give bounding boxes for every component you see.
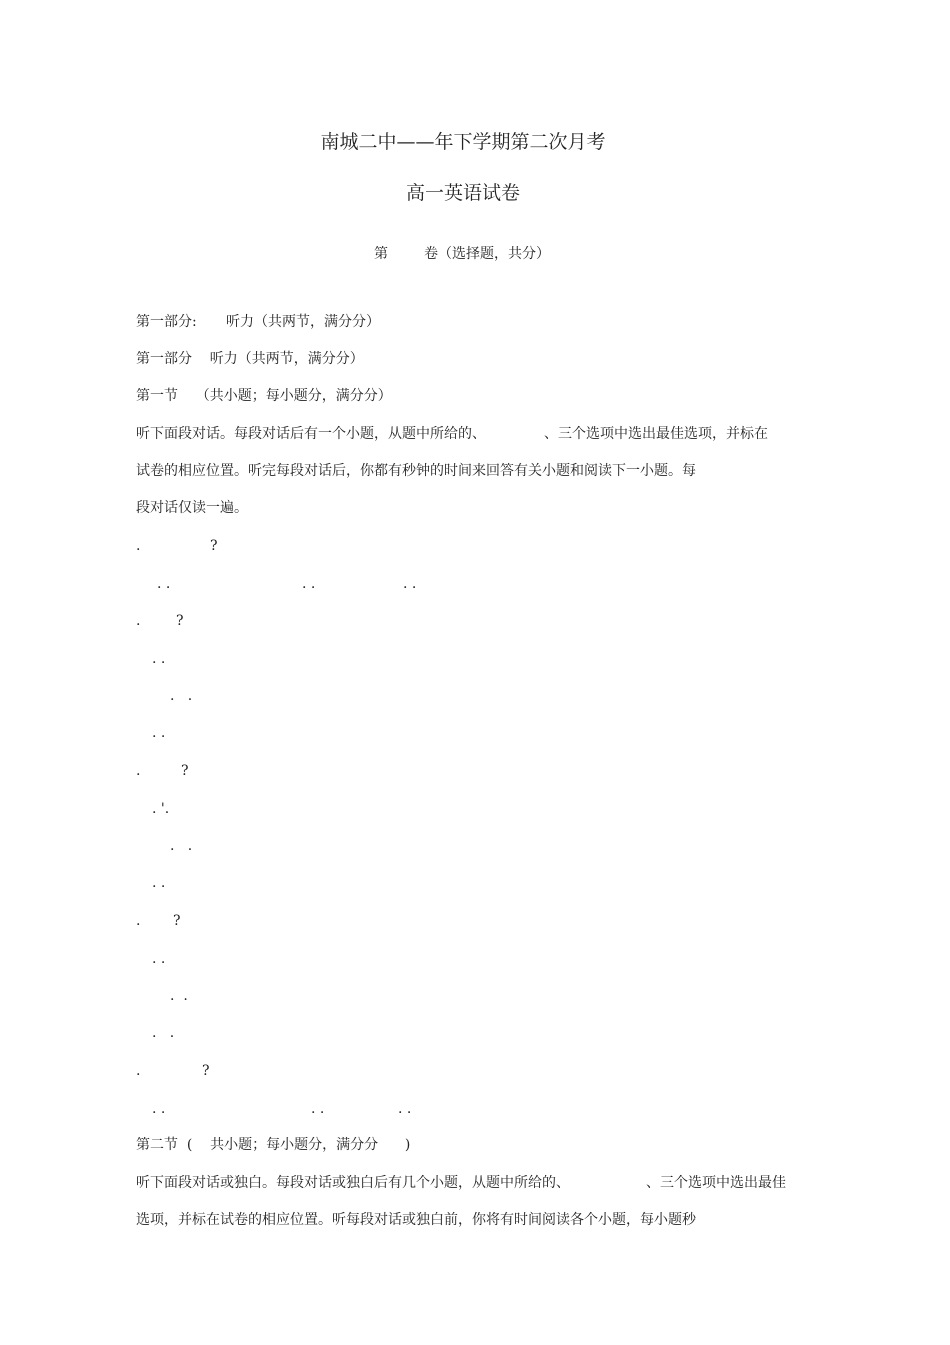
q1-number: . xyxy=(136,538,141,554)
q1-option-a: . . xyxy=(157,576,171,592)
q1-question-mark: ? xyxy=(210,538,218,554)
part1-heading-b: 第一部分 听力（共两节，满分分） xyxy=(136,351,364,367)
q5-option-b: . . xyxy=(311,1101,325,1117)
q2-option-b: . . xyxy=(170,688,193,704)
q4-option-b: . . xyxy=(170,988,188,1004)
q3-option-b: . . xyxy=(170,838,193,854)
section2-instruction-1b: 、三个选项中选出最佳 xyxy=(646,1175,786,1191)
section1-instruction-1a: 听下面段对话。每段对话后有一个小题，从题中所给的、 xyxy=(136,426,486,442)
volume-label-right: 卷（选择题，共分） xyxy=(424,246,550,262)
q5-number: . xyxy=(136,1063,141,1079)
q1-option-c: . . xyxy=(403,576,417,592)
part1-heading-a-right: 听力（共两节，满分分） xyxy=(226,314,380,330)
volume-label-left: 第 xyxy=(374,246,388,262)
q2-number: . xyxy=(136,613,141,629)
q4-number: . xyxy=(136,913,141,929)
section2-instruction-1a: 听下面段对话或独白。每段对话或独白后有几个小题，从题中所给的、 xyxy=(136,1175,570,1191)
q4-question-mark: ? xyxy=(173,913,181,929)
q2-question-mark: ? xyxy=(176,613,184,629)
q4-option-c: . . xyxy=(152,1025,175,1041)
exam-title: 南城二中——年下学期第二次月考 xyxy=(320,131,606,153)
q3-option-c: . . xyxy=(152,875,166,891)
section2-heading: 第二节 ( 共小题；每小题分，满分分 ) xyxy=(136,1137,411,1153)
q3-option-a: . '. xyxy=(152,801,170,817)
exam-subtitle: 高一英语试卷 xyxy=(405,182,520,204)
section2-instruction-2: 选项，并标在试卷的相应位置。听每段对话或独白前，你将有时间阅读各个小题，每小题秒 xyxy=(136,1212,696,1228)
section1-instruction-3: 段对话仅读一遍。 xyxy=(136,500,248,516)
q3-number: . xyxy=(136,763,141,779)
q5-option-c: . . xyxy=(398,1101,412,1117)
q5-option-a: . . xyxy=(152,1101,166,1117)
section1-instruction-2: 试卷的相应位置。听完每段对话后，你都有秒钟的时间来回答有关小题和阅读下一小题。每 xyxy=(136,463,696,479)
q3-question-mark: ? xyxy=(181,763,189,779)
part1-heading-a-left: 第一部分: xyxy=(136,314,197,330)
q4-option-a: . . xyxy=(152,951,166,967)
q1-option-b: . . xyxy=(302,576,316,592)
q5-question-mark: ? xyxy=(202,1063,210,1079)
section1-instruction-1b: 、三个选项中选出最佳选项，并标在 xyxy=(544,426,768,442)
q2-option-c: . . xyxy=(152,725,166,741)
section1-heading: 第一节 （共小题；每小题分，满分分） xyxy=(136,388,392,404)
q2-option-a: . . xyxy=(152,651,166,667)
